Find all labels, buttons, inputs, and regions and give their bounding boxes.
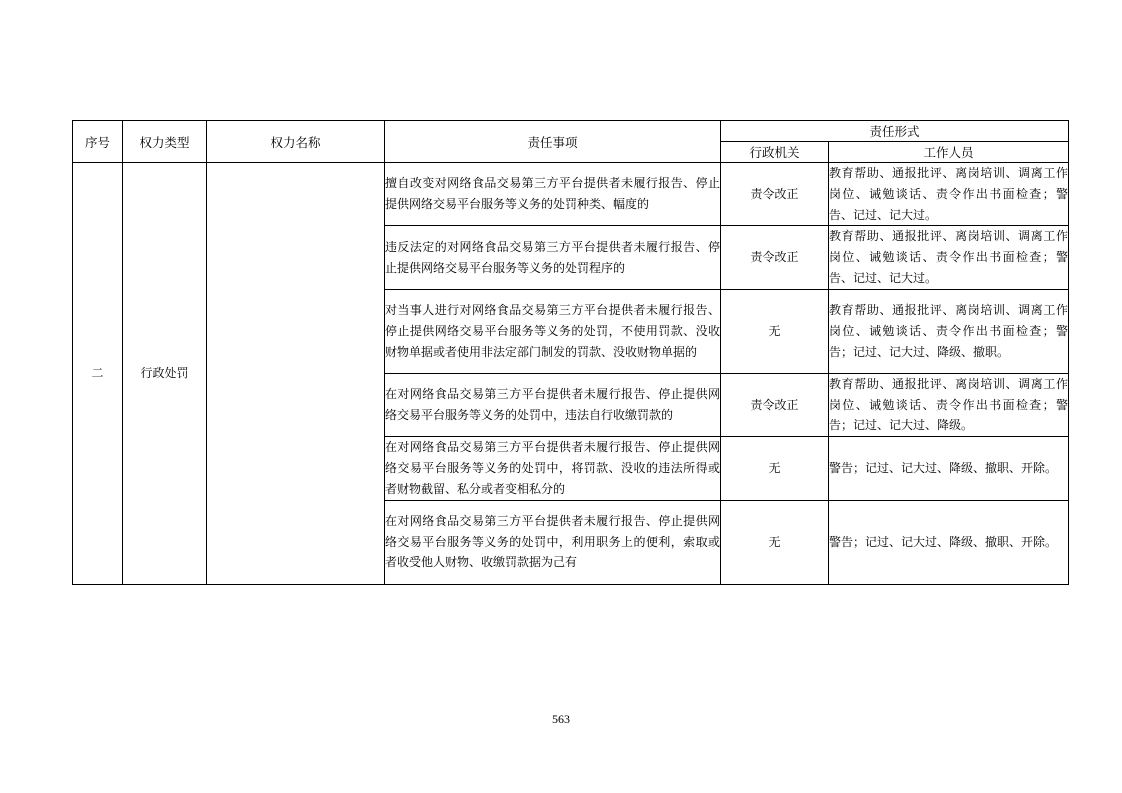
header-administrative-agency: 行政机关 xyxy=(721,142,829,163)
header-staff: 工作人员 xyxy=(829,142,1069,163)
responsibility-matter-cell: 在对网络食品交易第三方平台提供者未履行报告、停止提供网络交易平台服务等义务的处罚中，违法自行收缴罚款的 xyxy=(385,373,721,436)
agency-cell: 责令改正 xyxy=(721,163,829,226)
agency-cell: 无 xyxy=(721,500,829,584)
group-power-name xyxy=(207,163,385,585)
group-seq: 二 xyxy=(73,163,123,585)
header-power-name: 权力名称 xyxy=(207,121,385,163)
responsibility-matter-cell: 违反法定的对网络食品交易第三方平台提供者未履行报告、停止提供网络交易平台服务等义务的处罚程序的 xyxy=(385,226,721,289)
staff-cell: 警告；记过、记大过、降级、撤职、开除。 xyxy=(829,500,1069,584)
header-seq: 序号 xyxy=(73,121,123,163)
responsibility-matter-cell: 擅自改变对网络食品交易第三方平台提供者未履行报告、停止提供网络交易平台服务等义务的处罚种类、幅度的 xyxy=(385,163,721,226)
table-row xyxy=(73,163,1069,226)
agency-cell: 无 xyxy=(721,437,829,500)
staff-cell: 教育帮助、通报批评、离岗培训、调离工作岗位、诫勉谈话、责令作出书面检查；警告、记过、记大过。 xyxy=(829,226,1069,289)
page-number: 563 xyxy=(552,712,570,726)
agency-cell: 无 xyxy=(721,289,829,373)
staff-cell: 教育帮助、通报批评、离岗培训、调离工作岗位、诫勉谈话、责令作出书面检查；警告；记过、记大过、降级、撤职。 xyxy=(829,289,1069,373)
header-power-type: 权力类型 xyxy=(123,121,207,163)
agency-cell: 责令改正 xyxy=(721,226,829,289)
header-row-top xyxy=(73,121,1069,142)
staff-cell: 教育帮助、通报批评、离岗培训、调离工作岗位、诫勉谈话、责令作出书面检查；警告、记过、记大过。 xyxy=(829,163,1069,226)
header-responsibility-matter: 责任事项 xyxy=(385,121,721,163)
staff-cell: 警告；记过、记大过、降级、撤职、开除。 xyxy=(829,437,1069,500)
group-power-type: 行政处罚 xyxy=(123,163,207,585)
responsibility-matter-cell: 在对网络食品交易第三方平台提供者未履行报告、停止提供网络交易平台服务等义务的处罚中，将罚款、没收的违法所得或者财物截留、私分或者变相私分的 xyxy=(385,437,721,500)
agency-cell: 责令改正 xyxy=(721,373,829,436)
responsibility-table xyxy=(72,120,1069,585)
staff-cell: 教育帮助、通报批评、离岗培训、调离工作岗位、诫勉谈话、责令作出书面检查；警告；记过、记大过、降级。 xyxy=(829,373,1069,436)
header-responsibility-form: 责任形式 xyxy=(721,121,1069,142)
responsibility-matter-cell: 在对网络食品交易第三方平台提供者未履行报告、停止提供网络交易平台服务等义务的处罚中，利用职务上的便利，索取或者收受他人财物、收缴罚款据为己有 xyxy=(385,500,721,584)
responsibility-matter-cell: 对当事人进行对网络食品交易第三方平台提供者未履行报告、停止提供网络交易平台服务等义务的处罚，不使用罚款、没收财物单据或者使用非法定部门制发的罚款、没收财物单据的 xyxy=(385,289,721,373)
